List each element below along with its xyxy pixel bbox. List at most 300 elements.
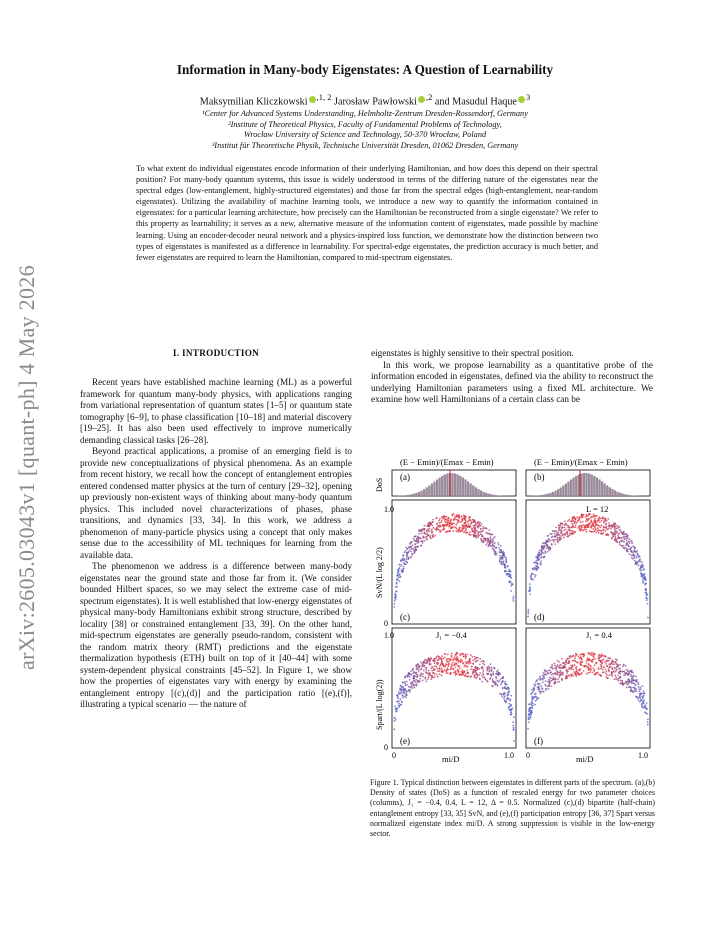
- eigenstate-point: [537, 557, 539, 559]
- eigenstate-point: [527, 613, 529, 615]
- eigenstate-point: [446, 520, 448, 522]
- eigenstate-point: [447, 662, 449, 664]
- eigenstate-point: [616, 659, 618, 661]
- eigenstate-point: [422, 673, 424, 675]
- eigenstate-point: [493, 545, 495, 547]
- eigenstate-point: [475, 670, 477, 672]
- eigenstate-point: [405, 697, 407, 699]
- eigenstate-point: [424, 678, 426, 680]
- eigenstate-point: [528, 704, 530, 706]
- eigenstate-point: [594, 518, 596, 520]
- eigenstate-point: [563, 524, 565, 526]
- eigenstate-point: [559, 664, 561, 666]
- eigenstate-point: [641, 570, 643, 572]
- eigenstate-point: [573, 522, 575, 524]
- eigenstate-point: [511, 583, 513, 585]
- eigenstate-point: [579, 527, 581, 529]
- eigenstate-point: [489, 677, 491, 679]
- abstract: To what extent do individual eigenstates encode information of their underlying Hamiltonian, and how does this depend on their spectral position? For many-body quantum systems, this issue is widely understood in terms of the differing nature of the eigenstates near the spectral edges (low-entanglement, highly-structured eigenstates) and those far from the spectral edges (high-entanglement, near-random eigenstates). Utilizing the availability of machine learning tools, we introduce a new way to quantify the information contained in eigenstates: for a particular learning architecture, how precisely can the Hamiltonian be reconstructed from a single eigenstate? We refer to this property as learnability; it serves as a new, alternative measure of the information content of eigenstates, made possible by machine learning. Using an encoder-decoder neural network and a physics-inspired loss function, we demonstrate how the distinction between two types of eigenstates is manifested as a difference in learnability. For spectral-edge eigenstates, the prediction accuracy is much better, and fewer eigenstates are required to learn the Hamiltonian, compared to mid-spectrum eigenstates.: [136, 164, 598, 262]
- eigenstate-point: [423, 540, 425, 542]
- eigenstate-point: [439, 524, 441, 526]
- eigenstate-point: [586, 673, 588, 675]
- eigenstate-point: [548, 541, 550, 543]
- dos-bar: [488, 494, 490, 496]
- eigenstate-point: [434, 528, 436, 530]
- eigenstate-point: [575, 675, 577, 677]
- eigenstate-point: [533, 562, 535, 564]
- eigenstate-point: [530, 712, 532, 714]
- eigenstate-point: [414, 551, 416, 553]
- orcid-icon[interactable]: [309, 96, 316, 103]
- eigenstate-point: [564, 520, 566, 522]
- eigenstate-point: [606, 660, 608, 662]
- eigenstate-point: [535, 700, 537, 702]
- eigenstate-point: [424, 536, 426, 538]
- eigenstate-point: [494, 536, 496, 538]
- eigenstate-point: [534, 683, 536, 685]
- eigenstate-point: [614, 529, 616, 531]
- eigenstate-point: [432, 519, 434, 521]
- eigenstate-point: [441, 655, 443, 657]
- eigenstate-point: [453, 664, 455, 666]
- eigenstate-point: [558, 661, 560, 663]
- eigenstate-point: [626, 536, 628, 538]
- eigenstate-point: [549, 683, 551, 685]
- eigenstate-point: [396, 695, 398, 697]
- eigenstate-point: [629, 538, 631, 540]
- eigenstate-point: [437, 676, 439, 678]
- eigenstate-point: [445, 521, 447, 523]
- eigenstate-point: [570, 675, 572, 677]
- eigenstate-point: [558, 534, 560, 536]
- eigenstate-point: [646, 599, 648, 601]
- eigenstate-point: [603, 520, 605, 522]
- eigenstate-point: [465, 673, 467, 675]
- eigenstate-point: [534, 576, 536, 578]
- eigenstate-point: [570, 655, 572, 657]
- eigenstate-point: [642, 707, 644, 709]
- eigenstate-point: [622, 532, 624, 534]
- eigenstate-point: [538, 684, 540, 686]
- eigenstate-point: [542, 682, 544, 684]
- eigenstate-point: [402, 554, 404, 556]
- eigenstate-point: [574, 664, 576, 666]
- eigenstate-point: [419, 678, 421, 680]
- eigenstate-point: [396, 582, 398, 584]
- eigenstate-point: [436, 517, 438, 519]
- eigenstate-point: [544, 545, 546, 547]
- eigenstate-point: [609, 657, 611, 659]
- eigenstate-point: [591, 516, 593, 518]
- eigenstate-point: [643, 690, 645, 692]
- eigenstate-point: [502, 680, 504, 682]
- eigenstate-point: [398, 691, 400, 693]
- eigenstate-point: [600, 533, 602, 535]
- eigenstate-point: [532, 703, 534, 705]
- dos-bar: [583, 473, 585, 496]
- dos-bar: [431, 484, 433, 496]
- eigenstate-point: [457, 670, 459, 672]
- eigenstate-point: [513, 716, 515, 718]
- eigenstate-point: [399, 573, 401, 575]
- eigenstate-point: [541, 545, 543, 547]
- eigenstate-point: [448, 531, 450, 533]
- eigenstate-point: [605, 673, 607, 675]
- eigenstate-point: [598, 532, 600, 534]
- eigenstate-point: [605, 524, 607, 526]
- eigenstate-point: [584, 527, 586, 529]
- eigenstate-point: [560, 539, 562, 541]
- eigenstate-point: [461, 519, 463, 521]
- orcid-icon[interactable]: [518, 96, 525, 103]
- eigenstate-point: [447, 667, 449, 669]
- eigenstate-point: [611, 673, 613, 675]
- eigenstate-point: [446, 659, 448, 661]
- eigenstate-point: [572, 669, 574, 671]
- eigenstate-point: [596, 524, 598, 526]
- eigenstate-point: [410, 548, 412, 550]
- eigenstate-point: [639, 693, 641, 695]
- eigenstate-point: [637, 553, 639, 555]
- panel-d: [526, 500, 650, 624]
- dos-bar: [593, 476, 595, 496]
- eigenstate-point: [605, 663, 607, 665]
- eigenstate-point: [620, 679, 622, 681]
- eigenstate-point: [541, 687, 543, 689]
- eigenstate-point: [411, 686, 413, 688]
- dos-bar: [580, 474, 582, 496]
- eigenstate-point: [429, 663, 431, 665]
- eigenstate-point: [471, 666, 473, 668]
- eigenstate-point: [416, 541, 418, 543]
- eigenstate-point: [567, 670, 569, 672]
- eigenstate-point: [431, 528, 433, 530]
- eigenstate-point: [483, 541, 485, 543]
- eigenstate-point: [602, 672, 604, 674]
- eigenstate-point: [393, 603, 395, 605]
- eigenstate-point: [471, 521, 473, 523]
- eigenstate-point: [471, 528, 473, 530]
- eigenstate-point: [614, 533, 616, 535]
- eigenstate-point: [418, 667, 420, 669]
- eigenstate-point: [571, 674, 573, 676]
- eigenstate-point: [626, 687, 628, 689]
- eigenstate-point: [469, 531, 471, 533]
- eigenstate-point: [565, 666, 567, 668]
- eigenstate-point: [618, 664, 620, 666]
- eigenstate-point: [528, 721, 530, 723]
- dos-bar: [470, 483, 472, 496]
- eigenstate-point: [646, 708, 648, 710]
- eigenstate-point: [409, 550, 411, 552]
- eigenstate-point: [589, 670, 591, 672]
- eigenstate-point: [567, 525, 569, 527]
- orcid-icon[interactable]: [418, 96, 425, 103]
- eigenstate-point: [463, 666, 465, 668]
- eigenstate-point: [492, 686, 494, 688]
- eigenstate-point: [571, 523, 573, 525]
- eigenstate-point: [450, 666, 452, 668]
- eigenstate-point: [587, 520, 589, 522]
- eigenstate-point: [472, 659, 474, 661]
- dos-bar: [562, 486, 564, 496]
- author-list: [80, 92, 650, 107]
- eigenstate-point: [499, 555, 501, 557]
- eigenstate-point: [626, 684, 628, 686]
- eigenstate-point: [494, 542, 496, 544]
- eigenstate-point: [500, 678, 502, 680]
- eigenstate-point: [607, 677, 609, 679]
- eigenstate-point: [490, 545, 492, 547]
- eigenstate-point: [621, 680, 623, 682]
- eigenstate-point: [444, 669, 446, 671]
- eigenstate-point: [628, 548, 630, 550]
- eigenstate-point: [462, 663, 464, 665]
- eigenstate-point: [547, 688, 549, 690]
- eigenstate-point: [556, 533, 558, 535]
- eigenstate-point: [428, 675, 430, 677]
- eigenstate-point: [409, 673, 411, 675]
- eigenstate-point: [561, 530, 563, 532]
- eigenstate-point: [640, 688, 642, 690]
- eigenstate-point: [454, 654, 456, 656]
- eigenstate-point: [463, 531, 465, 533]
- eigenstate-point: [404, 681, 406, 683]
- eigenstate-point: [438, 670, 440, 672]
- eigenstate-point: [585, 520, 587, 522]
- dos-bar: [588, 474, 590, 496]
- eigenstate-point: [503, 563, 505, 565]
- eigenstate-point: [531, 701, 533, 703]
- panel-f: [526, 628, 650, 748]
- eigenstate-point: [406, 556, 408, 558]
- author-name[interactable]: Maksymilian Kliczkowski: [199, 96, 308, 108]
- eigenstate-point: [637, 686, 639, 688]
- eigenstate-point: [642, 577, 644, 579]
- dos-bar: [575, 476, 577, 496]
- eigenstate-point: [577, 674, 579, 676]
- eigenstate-point: [536, 699, 538, 701]
- eigenstate-point: [543, 552, 545, 554]
- eigenstate-point: [415, 543, 417, 545]
- eigenstate-point: [498, 672, 500, 674]
- eigenstate-point: [615, 679, 617, 681]
- eigenstate-point: [425, 533, 427, 535]
- eigenstate-point: [544, 551, 546, 553]
- eigenstate-point: [474, 522, 476, 524]
- eigenstate-point: [409, 679, 411, 681]
- eigenstate-point: [403, 562, 405, 564]
- eigenstate-point: [627, 674, 629, 676]
- eigenstate-point: [543, 672, 545, 674]
- eigenstate-point: [622, 666, 624, 668]
- author-name[interactable]: Masudul Haque: [452, 96, 517, 108]
- eigenstate-point: [477, 667, 479, 669]
- eigenstate-point: [462, 671, 464, 673]
- eigenstate-point: [630, 551, 632, 553]
- eigenstate-point: [426, 531, 428, 533]
- paragraph: The phenomenon we address is a difference between many-body eigenstates near the ground state and those far from it. (We consider bounded Hilbert spaces, so we may select the extreme case of mid-spectrum eigenstates). It is well established that low-energy eigenstates of physical many-body Hamiltonians exhibit strong structure, described by locality [38] or constrained entanglement [33, 39]. On the other hand, mid-spectrum eigenstates are generally pseudo-random, consistent with the random matrix theory (RMT) predictions and the eigenstate thermalization hypothesis (ETH) built on top of it [40–44] with some system-dependent physical constraints [45–52]. In Figure 1, we show how the properties of eigenstates vary with energy by examining the entanglement entropy [(c),(d)] and the participation ratio [(e),(f)], illustrating a typical scenario — the nature of: [80, 561, 352, 709]
- dos-bar: [413, 494, 415, 496]
- eigenstate-point: [606, 666, 608, 668]
- eigenstate-point: [608, 674, 610, 676]
- eigenstate-point: [501, 550, 503, 552]
- eigenstate-point: [422, 542, 424, 544]
- eigenstate-point: [432, 521, 434, 523]
- eigenstate-point: [505, 558, 507, 560]
- eigenstate-point: [430, 678, 432, 680]
- eigenstate-point: [621, 537, 623, 539]
- eigenstate-point: [622, 671, 624, 673]
- dos-bar: [557, 489, 559, 496]
- eigenstate-point: [421, 540, 423, 542]
- eigenstate-point: [618, 527, 620, 529]
- eigenstate-point: [579, 519, 581, 521]
- eigenstate-point: [575, 667, 577, 669]
- left-column: [80, 377, 352, 711]
- eigenstate-point: [528, 716, 530, 718]
- eigenstate-point: [503, 697, 505, 699]
- eigenstate-point: [502, 553, 504, 555]
- eigenstate-point: [608, 668, 610, 670]
- eigenstate-point: [412, 669, 414, 671]
- eigenstate-point: [493, 548, 495, 550]
- eigenstate-point: [552, 668, 554, 670]
- eigenstate-point: [436, 662, 438, 664]
- eigenstate-point: [576, 669, 578, 671]
- eigenstate-point: [578, 669, 580, 671]
- eigenstate-point: [500, 683, 502, 685]
- eigenstate-point: [561, 532, 563, 534]
- eigenstate-point: [639, 687, 641, 689]
- eigenstate-point: [397, 579, 399, 581]
- eigenstate-point: [591, 654, 593, 656]
- eigenstate-point: [587, 657, 589, 659]
- eigenstate-point: [418, 533, 420, 535]
- dos-bar: [570, 480, 572, 496]
- eigenstate-point: [619, 682, 621, 684]
- eigenstate-point: [626, 539, 628, 541]
- paper-title: Information in Many-body Eigenstates: A Question of Learnability: [176, 62, 554, 77]
- eigenstate-point: [405, 560, 407, 562]
- eigenstate-point: [429, 673, 431, 675]
- eigenstate-point: [393, 717, 395, 719]
- eigenstate-point: [454, 516, 456, 518]
- eigenstate-point: [494, 684, 496, 686]
- eigenstate-point: [587, 653, 589, 655]
- eigenstate-point: [529, 583, 531, 585]
- eigenstate-point: [481, 541, 483, 543]
- eigenstate-point: [631, 670, 633, 672]
- eigenstate-point: [570, 668, 572, 670]
- eigenstate-point: [611, 661, 613, 663]
- dos-bar: [423, 489, 425, 496]
- dos-bar: [598, 479, 600, 496]
- panel-b: [526, 457, 650, 496]
- eigenstate-point: [569, 533, 571, 535]
- eigenstate-point: [452, 530, 454, 532]
- eigenstate-point: [468, 660, 470, 662]
- eigenstate-point: [628, 545, 630, 547]
- eigenstate-point: [552, 536, 554, 538]
- eigenstate-point: [558, 666, 560, 668]
- eigenstate-point: [465, 662, 467, 664]
- eigenstate-point: [588, 518, 590, 520]
- dos-bar: [606, 485, 608, 496]
- eigenstate-point: [611, 675, 613, 677]
- eigenstate-point: [530, 693, 532, 695]
- eigenstate-point: [601, 653, 603, 655]
- eigenstate-point: [619, 664, 621, 666]
- eigenstate-point: [455, 524, 457, 526]
- eigenstate-point: [555, 677, 557, 679]
- eigenstate-point: [480, 525, 482, 527]
- author-name[interactable]: Jarosław Pawłowski: [334, 96, 417, 108]
- x-tick-label: 1.0: [638, 751, 648, 760]
- eigenstate-point: [503, 560, 505, 562]
- eigenstate-point: [553, 541, 555, 543]
- eigenstate-point: [572, 660, 574, 662]
- affiliation-line: ²Institute of Theoretical Physics, Faculty of Fundamental Problems of Technology,: [228, 119, 502, 129]
- dos-bar: [444, 475, 446, 496]
- eigenstate-point: [464, 518, 466, 520]
- eigenstate-point: [633, 675, 635, 677]
- eigenstate-point: [489, 667, 491, 669]
- eigenstate-point: [613, 663, 615, 665]
- eigenstate-point: [600, 525, 602, 527]
- eigenstate-point: [531, 707, 533, 709]
- dos-bar: [547, 494, 549, 496]
- eigenstate-point: [480, 528, 482, 530]
- eigenstate-point: [490, 670, 492, 672]
- eigenstate-point: [486, 670, 488, 672]
- eigenstate-point: [630, 540, 632, 542]
- eigenstate-point: [532, 697, 534, 699]
- eigenstate-point: [623, 664, 625, 666]
- eigenstate-point: [558, 681, 560, 683]
- eigenstate-point: [531, 696, 533, 698]
- eigenstate-point: [416, 685, 418, 687]
- eigenstate-point: [506, 570, 508, 572]
- dos-bar: [408, 495, 410, 496]
- dos-bar: [542, 495, 544, 496]
- eigenstate-point: [427, 673, 429, 675]
- eigenstate-point: [508, 691, 510, 693]
- eigenstate-point: [402, 697, 404, 699]
- eigenstate-point: [423, 661, 425, 663]
- eigenstate-point: [531, 573, 533, 575]
- eigenstate-point: [490, 536, 492, 538]
- eigenstate-point: [603, 529, 605, 531]
- eigenstate-point: [510, 711, 512, 713]
- eigenstate-point: [540, 685, 542, 687]
- eigenstate-point: [513, 596, 515, 598]
- eigenstate-point: [414, 680, 416, 682]
- eigenstate-point: [497, 542, 499, 544]
- eigenstate-point: [594, 526, 596, 528]
- eigenstate-point: [501, 696, 503, 698]
- eigenstate-point: [429, 524, 431, 526]
- eigenstate-point: [512, 598, 514, 600]
- dos-bar: [549, 493, 551, 496]
- eigenstate-point: [577, 516, 579, 518]
- eigenstate-point: [614, 674, 616, 676]
- panel-e: [384, 628, 516, 752]
- eigenstate-point: [510, 705, 512, 707]
- eigenstate-point: [626, 538, 628, 540]
- eigenstate-point: [434, 658, 436, 660]
- eigenstate-point: [594, 516, 596, 518]
